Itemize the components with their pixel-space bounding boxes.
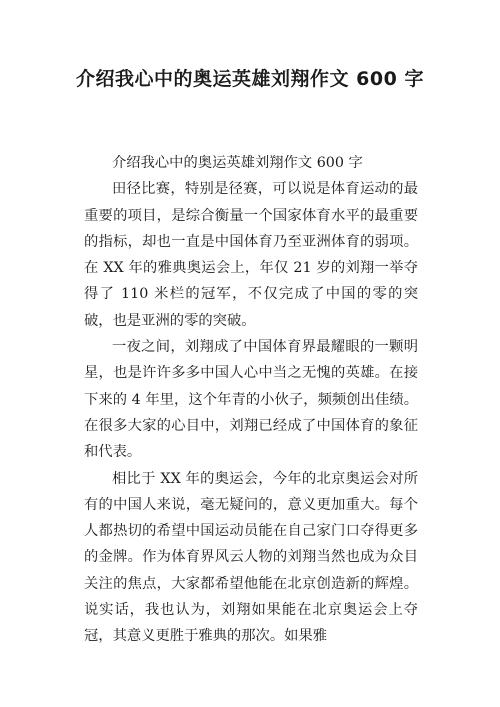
paragraph-3: 相比于 XX 年的奥运会，今年的北京奥运会对所有的中国人来说，毫无疑问的，意义更加重大。每个人都热切的希望中国运动员能在自己家门口夺得更多的金牌。作为体育界风云人物的刘翔当然也成为众目关注的焦点，大家都希望他能在北京创造新的辉煌。说实话，我也认为，刘翔如果能在北京奥运会上夺冠，其意义更胜于雅典的那次。如果雅 <box>84 470 418 645</box>
document-subtitle: 介绍我心中的奥运英雄刘翔作文 600 字 <box>112 155 363 171</box>
paragraph-2: 一夜之间，刘翔成了中国体育界最耀眼的一颗明星，也是许许多多中国人心中当之无愧的英雄。在接下来的 4 年里，这个年青的小伙子，频频创出佳绩。在很多大家的心目中，刘翔已经成了中国体育的象征和代表。 <box>84 339 418 461</box>
document-title: 介绍我心中的奥运英雄刘翔作文 600 字 <box>76 68 424 90</box>
paragraph-1: 田径比赛，特别是径赛，可以说是体育运动的最重要的项目，是综合衡量一个国家体育水平的最重要的指标，却也一直是中国体育乃至亚洲体育的弱项。在 XX 年的雅典奥运会上，年仅 21 岁的刘翔一举夺得了 110 米栏的冠军，不仅完成了中国的零的突破，也是亚洲的零的突破。 <box>84 181 418 329</box>
document-body <box>84 150 418 650</box>
